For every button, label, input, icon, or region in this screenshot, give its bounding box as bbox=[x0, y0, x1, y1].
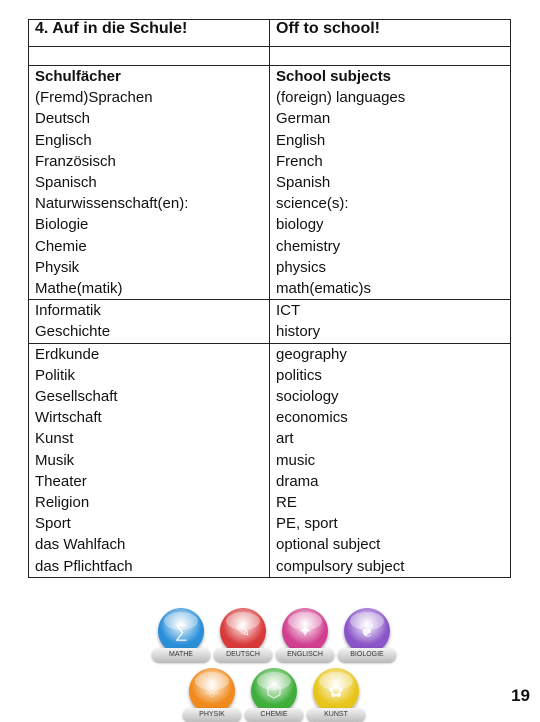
english-cell bbox=[270, 343, 511, 577]
german-term: Spanisch bbox=[35, 174, 97, 192]
german-term: Politik bbox=[35, 366, 76, 384]
german-term: Biologie bbox=[35, 216, 89, 234]
blank-row bbox=[29, 47, 511, 66]
badge-kunst bbox=[305, 668, 367, 722]
english-term: geography bbox=[276, 345, 347, 363]
badge-label: ENGLISCH bbox=[276, 648, 334, 662]
palette-icon: ✿ bbox=[328, 681, 344, 701]
english-term: politics bbox=[276, 366, 322, 384]
german-term: Wirtschaft bbox=[35, 409, 102, 427]
german-term: Geschichte bbox=[35, 323, 111, 341]
header-german: 4. Auf in die Schule! bbox=[29, 20, 270, 47]
german-term: Informatik bbox=[35, 302, 101, 320]
header-english: Off to school! bbox=[270, 20, 511, 47]
german-term: (Fremd)Sprachen bbox=[35, 89, 153, 107]
english-term: School subjects bbox=[276, 68, 392, 85]
german-cell bbox=[29, 66, 270, 300]
english-term: art bbox=[276, 430, 294, 448]
german-cell bbox=[29, 343, 270, 577]
badge-label: BIOLOGIE bbox=[338, 648, 396, 662]
badge-label: CHEMIE bbox=[245, 708, 303, 722]
german-term: Französisch bbox=[35, 152, 116, 170]
badge-label: DEUTSCH bbox=[214, 648, 272, 662]
atom-icon: ⚛ bbox=[203, 681, 221, 701]
badge-label: MATHE bbox=[152, 648, 210, 662]
book-icon: ✎ bbox=[235, 621, 251, 641]
calculator-icon: ∑ bbox=[174, 621, 188, 641]
english-term: ICT bbox=[276, 302, 301, 320]
english-term: history bbox=[276, 323, 321, 341]
german-term: Mathe(matik) bbox=[35, 280, 123, 298]
english-term: optional subject bbox=[276, 536, 381, 554]
english-term: music bbox=[276, 451, 316, 469]
badge-label: KUNST bbox=[307, 708, 365, 722]
english-term: physics bbox=[276, 258, 327, 276]
group-row bbox=[29, 66, 511, 300]
english-term: compulsory subject bbox=[276, 557, 405, 575]
group-row bbox=[29, 300, 511, 343]
subject-badges bbox=[0, 598, 540, 720]
german-term: Kunst bbox=[35, 430, 74, 448]
german-term: Physik bbox=[35, 258, 80, 276]
molecule-icon: ⬡ bbox=[266, 681, 282, 701]
german-term: Religion bbox=[35, 494, 90, 512]
german-term: Musik bbox=[35, 451, 75, 469]
badge-englisch bbox=[274, 608, 336, 662]
badge-deutsch bbox=[212, 608, 274, 662]
badge-physik bbox=[181, 668, 243, 722]
german-term: Erdkunde bbox=[35, 345, 100, 363]
german-term: Theater bbox=[35, 472, 87, 490]
german-term: das Wahlfach bbox=[35, 536, 126, 554]
english-term: economics bbox=[276, 409, 348, 427]
badge-chemie bbox=[243, 668, 305, 722]
badge-label: PHYSIK bbox=[183, 708, 241, 722]
german-term: Deutsch bbox=[35, 110, 91, 128]
vocabulary-table bbox=[28, 19, 511, 578]
english-term: English bbox=[276, 131, 326, 149]
leaf-icon: ❦ bbox=[359, 621, 375, 641]
german-cell bbox=[29, 300, 270, 343]
english-term: French bbox=[276, 152, 323, 170]
flag-icon: ✦ bbox=[297, 621, 313, 641]
badge-mathe bbox=[150, 608, 212, 662]
english-term: drama bbox=[276, 472, 319, 490]
german-term: Schulfächer bbox=[35, 68, 121, 85]
english-cell bbox=[270, 66, 511, 300]
german-term: Chemie bbox=[35, 237, 87, 255]
english-term: sociology bbox=[276, 388, 339, 406]
english-term: Spanish bbox=[276, 174, 331, 192]
badge-biologie bbox=[336, 608, 398, 662]
german-term: Sport bbox=[35, 515, 71, 533]
english-term: math(ematic)s bbox=[276, 280, 372, 298]
german-term: das Pflichtfach bbox=[35, 557, 133, 575]
german-term: Englisch bbox=[35, 131, 92, 149]
header-row bbox=[29, 20, 511, 47]
english-term: chemistry bbox=[276, 237, 341, 255]
german-term: Naturwissenschaft(en): bbox=[35, 195, 189, 213]
english-term: (foreign) languages bbox=[276, 89, 406, 107]
english-term: PE, sport bbox=[276, 515, 338, 533]
group-row bbox=[29, 343, 511, 577]
page-number: 19 bbox=[511, 686, 530, 705]
english-term: RE bbox=[276, 494, 297, 512]
english-cell bbox=[270, 300, 511, 343]
german-term: Gesellschaft bbox=[35, 388, 118, 406]
english-term: science(s): bbox=[276, 195, 349, 213]
english-term: biology bbox=[276, 216, 324, 234]
english-term: German bbox=[276, 110, 331, 128]
